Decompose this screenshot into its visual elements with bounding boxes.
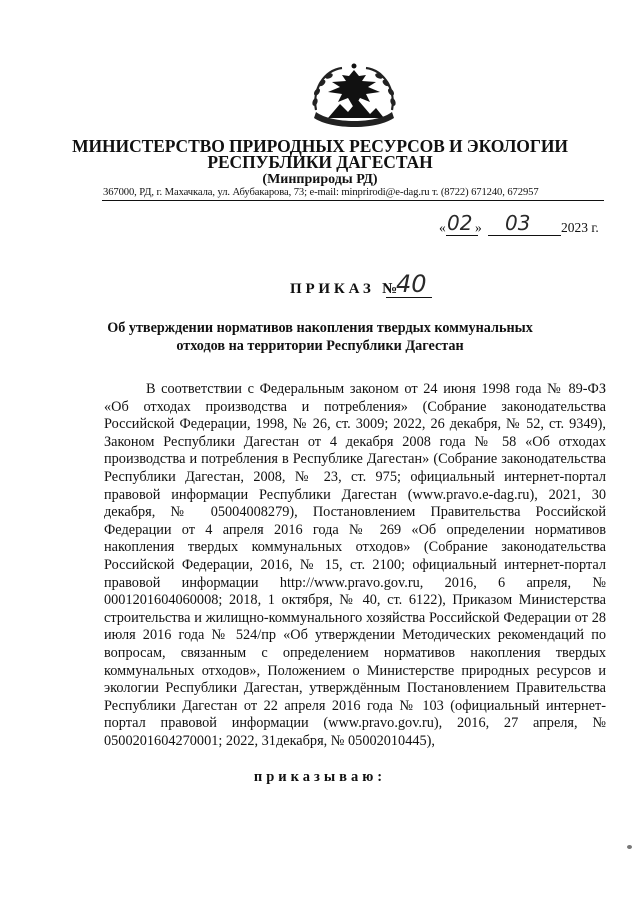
date-day-underline bbox=[446, 235, 478, 236]
dagestan-coat-of-arms-icon bbox=[302, 60, 406, 130]
ministry-short-name: (Минприроды РД) bbox=[262, 172, 378, 187]
order-title: ПРИКАЗ № bbox=[290, 281, 401, 297]
date-month-underline bbox=[488, 235, 561, 236]
header-divider bbox=[102, 200, 604, 201]
order-subject-line2: отходов на территории Республики Дагестан bbox=[176, 338, 464, 354]
date-year: 2023 г. bbox=[561, 220, 599, 235]
ministry-name-line1: МИНИСТЕРСТВО ПРИРОДНЫХ РЕСУРСОВ И ЭКОЛОГИИ bbox=[72, 136, 568, 156]
date-month-handwritten: 03 bbox=[505, 211, 531, 235]
date-day-handwritten: 02 bbox=[447, 211, 473, 235]
order-date bbox=[433, 213, 605, 237]
order-subject-line1: Об утверждении нормативов накопления твердых коммунальных bbox=[107, 320, 533, 336]
date-open-quote: « bbox=[439, 220, 446, 235]
ministry-name-line2: РЕСПУБЛИКИ ДАГЕСТАН bbox=[207, 152, 433, 172]
order-number-underline bbox=[386, 297, 432, 298]
decree-word: приказываю: bbox=[253, 769, 387, 785]
order-preamble: В соответствии с Федеральным законом от 24 июня 1998 года № 89-ФЗ «Об отходах производства и потребления» (Собрание законодательства Российской Федерации, 1998, № 26, ст. 3009; 2022, 26 декабря, № 52, ст. 9349), Законом Республики Дагестан от 4 декабря 2008 года № 58 «Об отходах производства и потребления в Республике Дагестан» (Собрание законодательства Республики Дагестан, 2008, № 23, ст. 975; официальный интернет-портал правовой информации Республики Дагестан (www.pravo.e-dag.ru), 2021, 30 декабря, № 05004008279), Постановлением Правительства Российской Федерации от 4 апреля 2016 года № 269 «Об определении нормативов накопления твердых коммунальных отходов» (Собрание законодательства Российской Федерации, 2016, № 15, ст. 2100; официальный интернет-портал правовой информации http://www.pravo.gov.ru, 2016, 6 апреля, № 0001201604060008; 2018, 1 октября, № 40, ст. 6122), Приказом Министерства строительства и жилищно-коммунального хозяйства Российской Федерации от 28 июля 2016 года № 524/пр «Об утверждении Методических рекомендаций по вопросам, связанным с определением нормативов накопления твердых коммунальных отходов», Положением о Министерстве природных ресурсов и экологии Республики Дагестан, утверждённым Постановлением Правительства Республики Дагестан от 22 апреля 2016 года № 103 (официальный интернет-портал правовой информации (www.pravo.gov.ru), 2016, 27 апреля, № 0500201604270001; 2022, 31декабря, № 05002010445), bbox=[104, 381, 606, 749]
ministry-address: 367000, РД, г. Махачкала, ул. Абубакарова, 73; e-mail: minprirodi@e-dag.ru т. (8722) 671240, 672957 bbox=[103, 187, 539, 198]
order-number-handwritten: 40 bbox=[396, 270, 427, 298]
scan-speck bbox=[627, 845, 632, 849]
date-close-quote: » bbox=[475, 220, 482, 235]
